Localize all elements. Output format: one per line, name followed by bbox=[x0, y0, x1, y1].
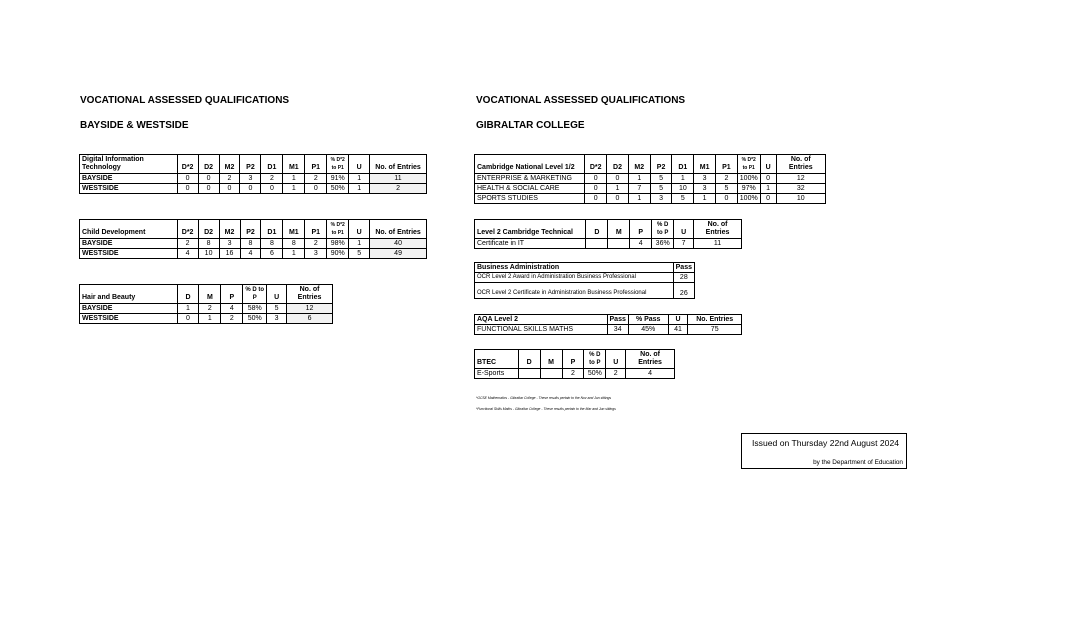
left-heading: VOCATIONAL ASSESSED QUALIFICATIONS bbox=[80, 95, 290, 106]
col-header: D1 bbox=[261, 155, 283, 174]
btec-table bbox=[474, 349, 675, 379]
col-header: No. of Entries bbox=[776, 155, 825, 174]
cell: 2 bbox=[177, 239, 198, 249]
cell: 100% bbox=[737, 194, 760, 204]
col-header: % D to P bbox=[652, 220, 674, 239]
col-header: % D*2 to P1 bbox=[327, 155, 349, 174]
cell: 10 bbox=[672, 184, 694, 194]
cell: 0 bbox=[261, 184, 283, 194]
table-row bbox=[475, 184, 826, 194]
row-label: FUNCTIONAL SKILLS MATHS bbox=[475, 325, 608, 335]
cell: 2 bbox=[261, 174, 283, 184]
l2ct-title: Level 2 Cambridge Technical bbox=[475, 220, 586, 239]
cell: 0 bbox=[760, 194, 776, 204]
cnl-title: Cambridge National Level 1/2 bbox=[475, 155, 585, 174]
col-header: P1 bbox=[305, 220, 327, 239]
table-row bbox=[80, 174, 427, 184]
col-header: D*2 bbox=[177, 220, 198, 239]
cell: 1 bbox=[628, 194, 650, 204]
cell: 6 bbox=[287, 314, 333, 324]
cell: 3 bbox=[240, 174, 261, 184]
dit-title: Digital Information Technology bbox=[80, 155, 178, 174]
table-row bbox=[80, 304, 333, 314]
col-header: D*2 bbox=[177, 155, 198, 174]
col-header: D bbox=[518, 350, 540, 369]
col-header: M bbox=[199, 285, 221, 304]
cell: 12 bbox=[287, 304, 333, 314]
cell: 36% bbox=[652, 239, 674, 249]
cell: 0 bbox=[607, 174, 629, 184]
col-header: D2 bbox=[198, 155, 219, 174]
cell: 0 bbox=[305, 184, 327, 194]
row-label: ENTERPRISE & MARKETING bbox=[475, 174, 585, 184]
table-row bbox=[475, 174, 826, 184]
ba-title: Business Administration bbox=[475, 263, 674, 273]
row-label: HEALTH & SOCIAL CARE bbox=[475, 184, 585, 194]
cell: 4 bbox=[630, 239, 652, 249]
cell: 5 bbox=[716, 184, 738, 194]
col-header: U bbox=[267, 285, 287, 304]
cell: 0 bbox=[716, 194, 738, 204]
l2ct-table bbox=[474, 219, 742, 249]
cell: 1 bbox=[199, 314, 221, 324]
cell: 5 bbox=[349, 249, 370, 259]
col-header: U bbox=[674, 220, 694, 239]
row-label: WESTSIDE bbox=[80, 314, 178, 324]
cell: 97% bbox=[737, 184, 760, 194]
col-header: D bbox=[586, 220, 608, 239]
table-row bbox=[475, 194, 826, 204]
cell: 3 bbox=[267, 314, 287, 324]
cell: 0 bbox=[219, 184, 240, 194]
cell: 2 bbox=[716, 174, 738, 184]
cell: 5 bbox=[267, 304, 287, 314]
cell: 1 bbox=[628, 174, 650, 184]
issued-date: Issued on Thursday 22nd August 2024 bbox=[752, 438, 899, 448]
table-row bbox=[80, 184, 427, 194]
cnl-table bbox=[474, 154, 826, 204]
cell: 2 bbox=[606, 369, 626, 379]
col-header: M1 bbox=[283, 220, 305, 239]
cell: 100% bbox=[737, 174, 760, 184]
col-header: P2 bbox=[240, 155, 261, 174]
cell: 2 bbox=[305, 174, 327, 184]
cell: 2 bbox=[221, 314, 243, 324]
col-header: D bbox=[177, 285, 199, 304]
cell: 0 bbox=[585, 184, 607, 194]
cell: 1 bbox=[177, 304, 199, 314]
col-header: M1 bbox=[694, 155, 716, 174]
col-header: % D*2 to P1 bbox=[327, 220, 349, 239]
col-header: M bbox=[540, 350, 562, 369]
cell: 49 bbox=[370, 249, 427, 259]
cell: 0 bbox=[177, 184, 198, 194]
cell: 1 bbox=[349, 184, 370, 194]
cell bbox=[518, 369, 540, 379]
col-header: No. of Entries bbox=[370, 155, 427, 174]
col-header: D2 bbox=[198, 220, 219, 239]
col-header: M2 bbox=[219, 220, 240, 239]
cell: 0 bbox=[585, 174, 607, 184]
cell: 1 bbox=[760, 184, 776, 194]
col-header: M2 bbox=[628, 155, 650, 174]
col-header: No. of Entries bbox=[626, 350, 675, 369]
footnote: *Functional Skills Maths - Gibraltar College - These results pertain to the Mar and Jun sittings bbox=[476, 407, 616, 411]
right-heading: VOCATIONAL ASSESSED QUALIFICATIONS bbox=[476, 95, 686, 106]
table-row bbox=[475, 325, 742, 335]
cell: 0 bbox=[198, 184, 219, 194]
row-label: WESTSIDE bbox=[80, 184, 178, 194]
cell: 5 bbox=[650, 174, 672, 184]
cell: 1 bbox=[349, 239, 370, 249]
cell: 11 bbox=[694, 239, 742, 249]
table-row bbox=[475, 369, 675, 379]
cell: 0 bbox=[760, 174, 776, 184]
col-header: U bbox=[760, 155, 776, 174]
col-header: P2 bbox=[240, 220, 261, 239]
cell: 50% bbox=[243, 314, 267, 324]
col-header: M bbox=[608, 220, 630, 239]
cd-title: Child Development bbox=[80, 220, 178, 239]
cell: 2 bbox=[305, 239, 327, 249]
col-header: U bbox=[606, 350, 626, 369]
col-header: D2 bbox=[607, 155, 629, 174]
col-header: Pass bbox=[607, 315, 628, 325]
cell: 34 bbox=[607, 325, 628, 335]
row-label: BAYSIDE bbox=[80, 174, 178, 184]
cell: 12 bbox=[776, 174, 825, 184]
cell: 40 bbox=[370, 239, 427, 249]
cell: 2 bbox=[199, 304, 221, 314]
cell: 5 bbox=[672, 194, 694, 204]
cell: 28 bbox=[673, 273, 694, 283]
col-header: % D to P bbox=[243, 285, 267, 304]
col-header: P1 bbox=[305, 155, 327, 174]
col-header: D*2 bbox=[585, 155, 607, 174]
aqa-table bbox=[474, 314, 742, 335]
cell: 58% bbox=[243, 304, 267, 314]
hb-table bbox=[79, 284, 333, 324]
cell: 45% bbox=[628, 325, 668, 335]
col-header: Pass bbox=[673, 263, 694, 273]
cell: 1 bbox=[694, 194, 716, 204]
cell: 7 bbox=[674, 239, 694, 249]
cell: 8 bbox=[198, 239, 219, 249]
cell: 0 bbox=[240, 184, 261, 194]
cd-table bbox=[79, 219, 427, 259]
cell: 3 bbox=[694, 184, 716, 194]
table-row bbox=[80, 249, 427, 259]
cell: 90% bbox=[327, 249, 349, 259]
row-label: BAYSIDE bbox=[80, 304, 178, 314]
col-header: P1 bbox=[716, 155, 738, 174]
cell: 0 bbox=[177, 314, 199, 324]
col-header: U bbox=[349, 155, 370, 174]
col-header: No. Entries bbox=[688, 315, 742, 325]
row-label: OCR Level 2 Certificate in Administration Business Professional bbox=[475, 283, 674, 299]
col-header: U bbox=[349, 220, 370, 239]
hb-title: Hair and Beauty bbox=[80, 285, 178, 304]
cell: 0 bbox=[198, 174, 219, 184]
col-header: % D to P bbox=[584, 350, 606, 369]
cell: 2 bbox=[562, 369, 584, 379]
cell: 91% bbox=[327, 174, 349, 184]
col-header: M1 bbox=[283, 155, 305, 174]
col-header: No. of Entries bbox=[370, 220, 427, 239]
table-row bbox=[80, 239, 427, 249]
cell: 5 bbox=[650, 184, 672, 194]
cell: 3 bbox=[650, 194, 672, 204]
cell: 4 bbox=[221, 304, 243, 314]
cell: 1 bbox=[283, 249, 305, 259]
cell: 2 bbox=[370, 184, 427, 194]
table-row bbox=[80, 314, 333, 324]
col-header: P bbox=[221, 285, 243, 304]
cell: 10 bbox=[776, 194, 825, 204]
cell: 1 bbox=[283, 184, 305, 194]
col-header: P bbox=[630, 220, 652, 239]
cell: 8 bbox=[261, 239, 283, 249]
cell: 10 bbox=[198, 249, 219, 259]
col-header: D1 bbox=[672, 155, 694, 174]
row-label: SPORTS STUDIES bbox=[475, 194, 585, 204]
cell: 0 bbox=[177, 174, 198, 184]
table-row bbox=[475, 239, 742, 249]
cell: 0 bbox=[607, 194, 629, 204]
footnote: *GCSE Mathematics - Gibraltar College - These results pertain to the Nov and Jun sittings bbox=[476, 396, 612, 400]
table-row bbox=[475, 273, 695, 283]
cell: 6 bbox=[261, 249, 283, 259]
col-header: No. of Entries bbox=[694, 220, 742, 239]
cell: 26 bbox=[673, 283, 694, 299]
left-school-name: BAYSIDE & WESTSIDE bbox=[80, 120, 189, 131]
cell: 98% bbox=[327, 239, 349, 249]
cell: 32 bbox=[776, 184, 825, 194]
btec-title: BTEC bbox=[475, 350, 519, 369]
cell: 0 bbox=[585, 194, 607, 204]
cell: 8 bbox=[240, 239, 261, 249]
cell bbox=[586, 239, 608, 249]
cell: 4 bbox=[240, 249, 261, 259]
cell: 1 bbox=[672, 174, 694, 184]
col-header: No. of Entries bbox=[287, 285, 333, 304]
dit-table bbox=[79, 154, 427, 194]
cell: 50% bbox=[584, 369, 606, 379]
row-label: Certificate in IT bbox=[475, 239, 586, 249]
cell bbox=[608, 239, 630, 249]
cell: 7 bbox=[628, 184, 650, 194]
cell: 8 bbox=[283, 239, 305, 249]
cell: 3 bbox=[305, 249, 327, 259]
col-header: % D*2 to P1 bbox=[737, 155, 760, 174]
issued-box bbox=[741, 433, 907, 469]
col-header: P2 bbox=[650, 155, 672, 174]
issued-by: by the Department of Education bbox=[813, 459, 903, 466]
cell: 1 bbox=[349, 174, 370, 184]
cell: 41 bbox=[668, 325, 688, 335]
col-header: M2 bbox=[219, 155, 240, 174]
cell: 4 bbox=[626, 369, 675, 379]
row-label: E-Sports bbox=[475, 369, 519, 379]
row-label: WESTSIDE bbox=[80, 249, 178, 259]
cell: 2 bbox=[219, 174, 240, 184]
cell: 16 bbox=[219, 249, 240, 259]
col-header: P bbox=[562, 350, 584, 369]
cell: 1 bbox=[283, 174, 305, 184]
cell bbox=[540, 369, 562, 379]
cell: 3 bbox=[694, 174, 716, 184]
col-header: % Pass bbox=[628, 315, 668, 325]
cell: 4 bbox=[177, 249, 198, 259]
cell: 11 bbox=[370, 174, 427, 184]
cell: 50% bbox=[327, 184, 349, 194]
row-label: BAYSIDE bbox=[80, 239, 178, 249]
right-school-name: GIBRALTAR COLLEGE bbox=[476, 120, 585, 131]
cell: 3 bbox=[219, 239, 240, 249]
col-header: U bbox=[668, 315, 688, 325]
row-label: OCR Level 2 Award in Administration Business Professional bbox=[475, 273, 674, 283]
cell: 75 bbox=[688, 325, 742, 335]
ba-table bbox=[474, 262, 695, 299]
table-row bbox=[475, 283, 695, 299]
aqa-title: AQA Level 2 bbox=[475, 315, 608, 325]
cell: 1 bbox=[607, 184, 629, 194]
col-header: D1 bbox=[261, 220, 283, 239]
